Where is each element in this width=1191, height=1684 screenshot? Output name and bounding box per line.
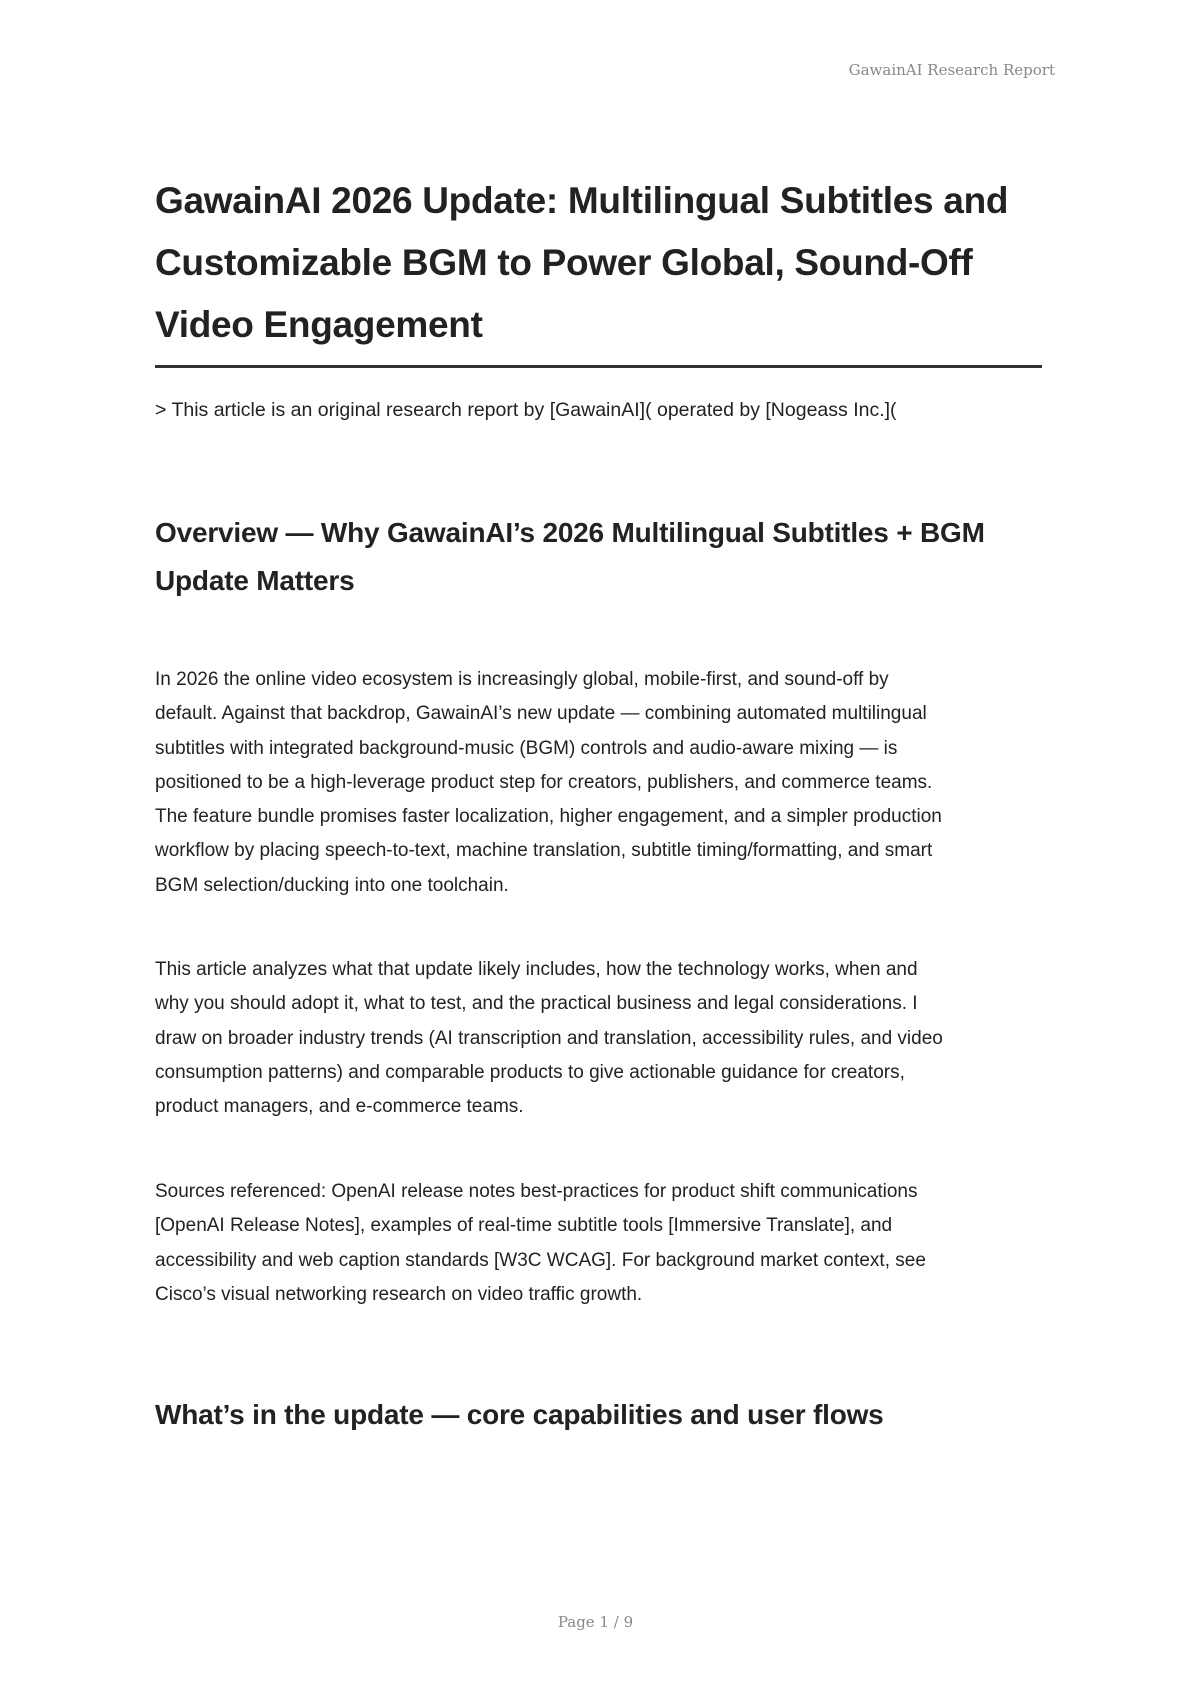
text-line: product managers, and e-commerce teams. xyxy=(155,1096,524,1118)
intro-quote: > This article is an original research report by [GawainAI]( operated by [Nogeass Inc.]( xyxy=(155,399,897,421)
page-number: Page 1 / 9 xyxy=(557,1613,634,1631)
text-line: This article analyzes what that update likely includes, how the technology works, when and xyxy=(155,959,918,980)
section-heading-capabilities xyxy=(155,1391,884,1439)
text-line: The feature bundle promises faster localization, higher engagement, and a simpler production xyxy=(155,806,942,828)
text-line: draw on broader industry trends (AI transcription and translation, accessibility rules, and video xyxy=(155,1027,943,1049)
document-title xyxy=(155,170,1045,356)
text-line: workflow by placing speech-to-text, machine translation, subtitle timing/formatting, and smart xyxy=(155,840,933,862)
text-line: In 2026 the online video ecosystem is increasingly global, mobile-first, and sound-off by xyxy=(155,669,889,690)
title-line: Video Engagement xyxy=(155,304,483,345)
text-line: positioned to be a high-leverage product step for creators, publishers, and commerce teams. xyxy=(155,771,933,793)
title-divider xyxy=(155,365,1042,368)
text-line: BGM selection/ducking into one toolchain. xyxy=(155,874,509,896)
text-line: Sources referenced: OpenAI release notes best-practices for product shift communications xyxy=(155,1181,918,1202)
text-line: consumption patterns) and comparable products to give actionable guidance for creators, xyxy=(155,1061,905,1083)
text-line: accessibility and web caption standards [W3C WCAG]. For background market context, see xyxy=(155,1249,926,1271)
text-line: subtitles with integrated background-music (BGM) controls and audio-aware mixing — is xyxy=(155,737,898,759)
paragraph xyxy=(155,1175,926,1312)
title-line: Customizable BGM to Power Global, Sound-Off xyxy=(155,242,973,283)
text-line: default. Against that backdrop, GawainAI’s new update — combining automated multilingual xyxy=(155,703,927,725)
running-header: GawainAI Research Report xyxy=(848,61,1055,79)
heading-line: Update Matters xyxy=(155,565,355,596)
heading-line: Overview — Why GawainAI’s 2026 Multilingual Subtitles + BGM xyxy=(155,517,985,548)
heading-line: What’s in the update — core capabilities and user flows xyxy=(155,1399,884,1430)
title-line: GawainAI 2026 Update: Multilingual Subtitles and xyxy=(155,180,1009,221)
text-line: [OpenAI Release Notes], examples of real-time subtitle tools [Immersive Translate], and xyxy=(155,1215,893,1237)
paragraph xyxy=(155,663,942,903)
text-line: Cisco’s visual networking research on video traffic growth. xyxy=(155,1283,643,1305)
text-line: why you should adopt it, what to test, and the practical business and legal considerations. I xyxy=(155,993,918,1015)
section-heading-overview xyxy=(155,509,985,605)
paragraph xyxy=(155,953,943,1124)
